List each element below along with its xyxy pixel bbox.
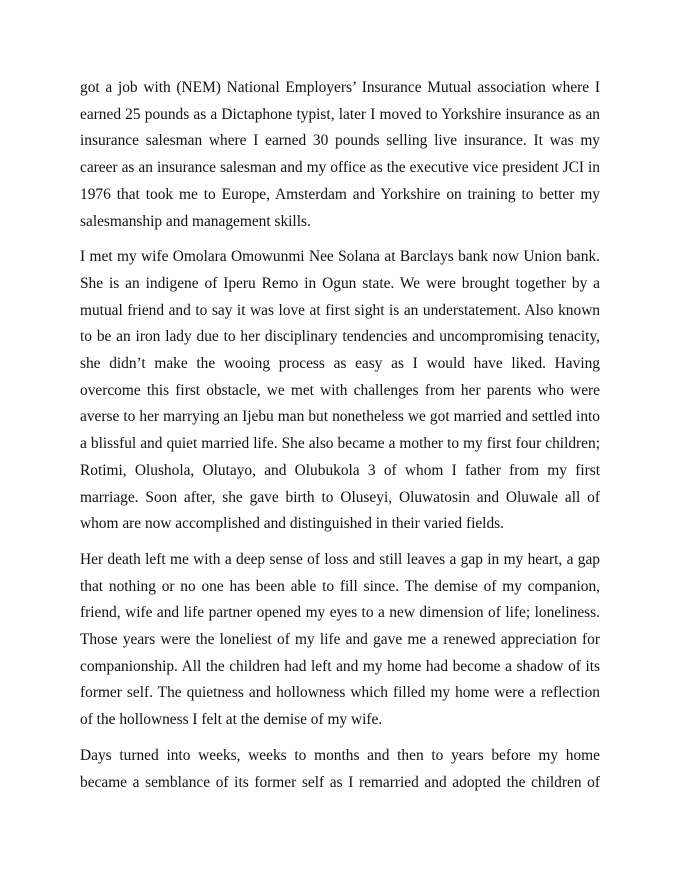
paragraph-loss: Her death left me with a deep sense of loss and still leaves a gap in my heart, a gap that nothing or no one has been able to fill since. The demise of my companion, friend, wife and life partner opened my eyes to a new dimension of life; loneliness. Those years were the loneliest of my life and gave me a renewed appreciation for companionship. All the children had left and my home had become a shadow of its former self. The quietness and hollowness which filled my home were a reflection of the hollowness I felt at the demise of my wife. (80, 550, 600, 729)
paragraph-remarriage: Days turned into weeks, weeks to months and then to years before my home became a semblance of its former self as I remarried and adopted the children of (80, 746, 600, 791)
document-body (80, 75, 600, 805)
paragraph-wife-marriage: I met my wife Omolara Omowunmi Nee Solana at Barclays bank now Union bank. She is an indigene of Iperu Remo in Ogun state. We were brought together by a mutual friend and to say it was love at first sight is an understatement. Also known to be an iron lady due to her disciplinary tendencies and uncompromising tenacity, she didn’t make the wooing process as easy as I would have liked. Having overcome this first obstacle, we met with challenges from her parents who were averse to her marrying an Ijebu man but nonetheless we got married and settled into a blissful and quiet married life. She also became a mother to my first four children; Rotimi, Olushola, Olutayo, and Olubukola 3 of whom I father from my first marriage. Soon after, she gave birth to Oluseyi, Oluwatosin and Oluwale all of whom are now accomplished and distinguished in their varied fields. (80, 248, 600, 533)
paragraph-career: got a job with (NEM) National Employers’ Insurance Mutual association where I earned 25 pounds as a Dictaphone typist, later I moved to Yorkshire insurance as an insurance salesman where I earned 30 pounds selling live insurance. It was my career as an insurance salesman and my office as the executive vice president JCI in 1976 that took me to Europe, Amsterdam and Yorkshire on training to better my salesmanship and management skills. (80, 79, 600, 230)
